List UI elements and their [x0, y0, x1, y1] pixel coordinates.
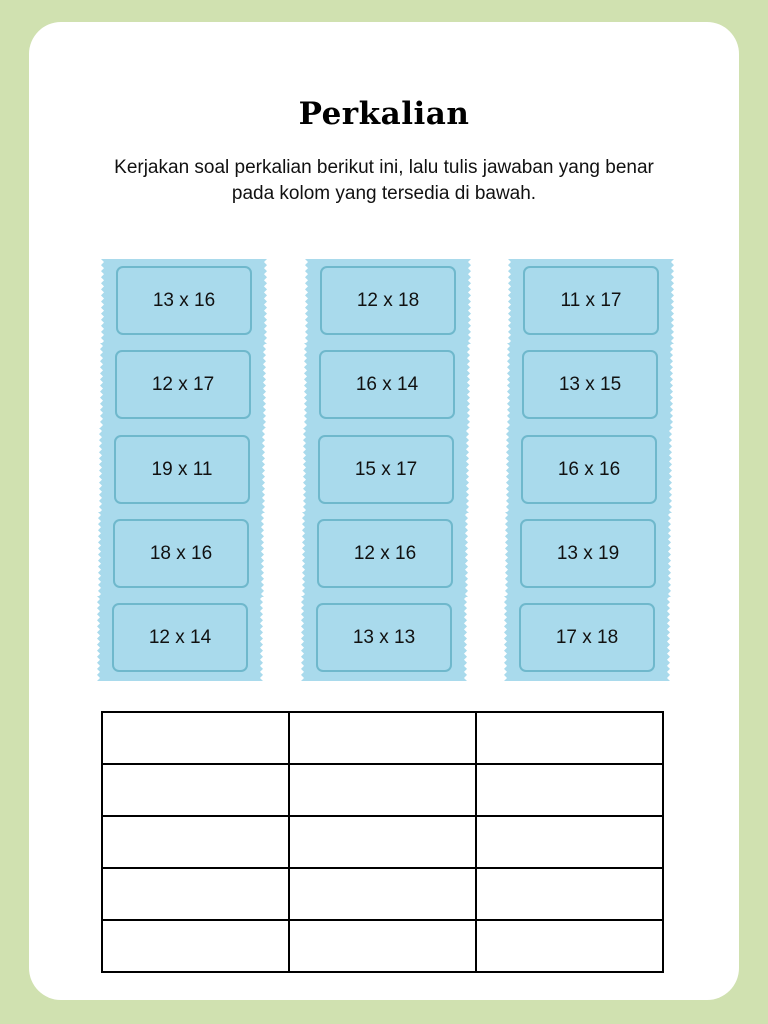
answer-row	[102, 920, 663, 972]
problem-text: 11 x 17	[523, 266, 659, 335]
problem-text: 16 x 14	[319, 350, 455, 419]
problem-ticket	[303, 428, 469, 513]
problem-text: 13 x 15	[522, 350, 658, 419]
answer-cell[interactable]	[476, 816, 663, 868]
answer-cell[interactable]	[289, 816, 476, 868]
problem-ticket	[304, 343, 470, 428]
answer-cell[interactable]	[289, 868, 476, 920]
answer-row	[102, 764, 663, 816]
problem-ticket	[506, 428, 672, 513]
problem-ticket	[97, 596, 263, 681]
problem-ticket	[302, 512, 468, 597]
problem-text: 13 x 13	[316, 603, 452, 672]
problem-ticket	[504, 596, 670, 681]
answer-table	[101, 711, 664, 973]
problem-ticket	[507, 343, 673, 428]
problem-ticket	[301, 596, 467, 681]
answer-cell[interactable]	[102, 816, 289, 868]
answer-cell[interactable]	[476, 764, 663, 816]
answer-cell[interactable]	[289, 712, 476, 764]
answer-cell[interactable]	[102, 764, 289, 816]
problem-text: 13 x 16	[116, 266, 252, 335]
answer-cell[interactable]	[102, 868, 289, 920]
answer-row	[102, 712, 663, 764]
problem-text: 15 x 17	[318, 435, 454, 504]
problem-text: 18 x 16	[113, 519, 249, 588]
answer-cell[interactable]	[476, 920, 663, 972]
problem-text: 12 x 16	[317, 519, 453, 588]
problem-ticket	[508, 259, 674, 344]
problem-ticket	[99, 428, 265, 513]
page-title: Perkalian	[298, 96, 470, 132]
answer-row	[102, 816, 663, 868]
problem-text: 19 x 11	[114, 435, 250, 504]
answer-cell[interactable]	[476, 868, 663, 920]
problem-text: 12 x 17	[115, 350, 251, 419]
problem-text: 12 x 14	[112, 603, 248, 672]
answer-row	[102, 868, 663, 920]
answer-cell[interactable]	[102, 920, 289, 972]
answer-cell[interactable]	[476, 712, 663, 764]
answer-cell[interactable]	[289, 764, 476, 816]
problem-ticket	[98, 512, 264, 597]
problem-ticket	[100, 343, 266, 428]
problem-ticket	[305, 259, 471, 344]
problem-text: 16 x 16	[521, 435, 657, 504]
answer-cell[interactable]	[289, 920, 476, 972]
problem-text: 17 x 18	[519, 603, 655, 672]
problem-text: 13 x 19	[520, 519, 656, 588]
problem-ticket	[505, 512, 671, 597]
answer-cell[interactable]	[102, 712, 289, 764]
problem-text: 12 x 18	[320, 266, 456, 335]
instruction-text: Kerjakan soal perkalian berikut ini, lalu tulis jawaban yang benar pada kolom yang tersedia di bawah.	[114, 157, 654, 204]
problem-ticket	[101, 259, 267, 344]
